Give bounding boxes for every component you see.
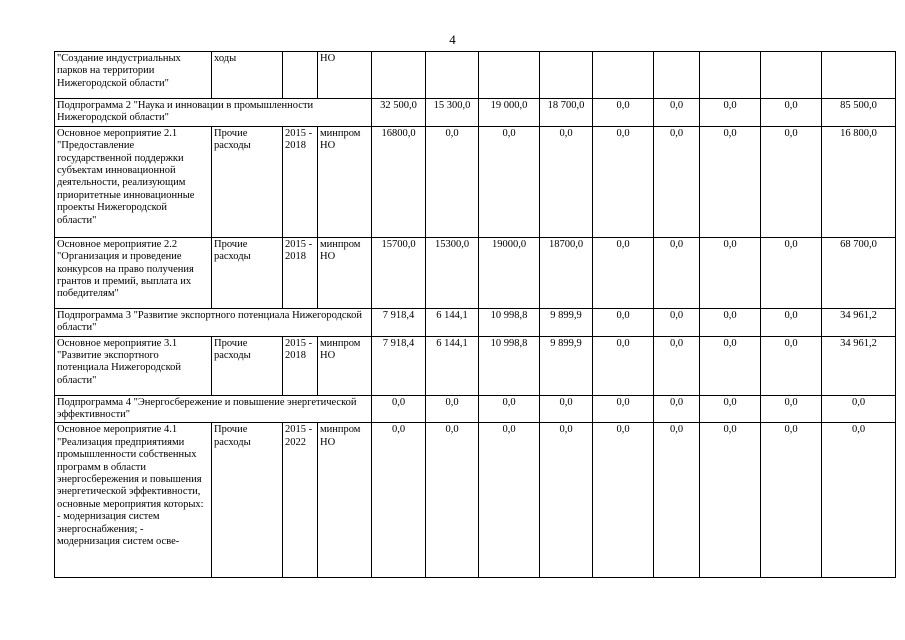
- value-cell: 15 300,0: [426, 99, 479, 127]
- measure-name: Основное мероприятие 2.2 "Организация и проведение конкурсов на право получения грантов и премий, выплата их победителям": [55, 237, 212, 308]
- value-cell: 32 500,0: [372, 99, 426, 127]
- value-cell: 15300,0: [426, 237, 479, 308]
- value-cell: 0,0: [654, 99, 700, 127]
- measure-name: Основное мероприятие 2.1 "Предоставление государственной поддержки субъектам инновационной деятельности, реализующим приоритетные инновационные проекты Нижегородской области": [55, 126, 212, 237]
- total-cell: 16 800,0: [822, 126, 896, 237]
- value-cell: 19 000,0: [479, 99, 540, 127]
- table-row: [55, 395, 896, 423]
- expense-category: Прочие расходы: [212, 336, 283, 395]
- table-row: [55, 336, 896, 395]
- expense-category: ходы: [212, 52, 283, 99]
- value-cell: 0,0: [700, 336, 761, 395]
- total-cell: 0,0: [822, 395, 896, 423]
- table-row: [55, 126, 896, 237]
- value-cell: 0,0: [654, 336, 700, 395]
- value-cell: 0,0: [593, 126, 654, 237]
- expense-category: Прочие расходы: [212, 237, 283, 308]
- value-cell: 0,0: [593, 336, 654, 395]
- value-cell: 9 899,9: [540, 336, 593, 395]
- value-cell: 0,0: [593, 395, 654, 423]
- executor: НО: [318, 52, 372, 99]
- period: [283, 52, 318, 99]
- value-cell: 9 899,9: [540, 308, 593, 336]
- budget-table: [54, 51, 896, 578]
- value-cell: 10 998,8: [479, 336, 540, 395]
- value-cell: 6 144,1: [426, 336, 479, 395]
- value-cell: 0,0: [654, 237, 700, 308]
- value-cell: 0,0: [761, 126, 822, 237]
- value-cell: 0,0: [426, 395, 479, 423]
- measure-name: Основное мероприятие 3.1 "Развитие экспортного потенциала Нижегородской области": [55, 336, 212, 395]
- period: 2015 - 2018: [283, 126, 318, 237]
- total-cell: 34 961,2: [822, 336, 896, 395]
- total-cell: 68 700,0: [822, 237, 896, 308]
- value-cell: [479, 52, 540, 99]
- value-cell: 10 998,8: [479, 308, 540, 336]
- table-row: [55, 237, 896, 308]
- value-cell: [761, 52, 822, 99]
- table-row: [55, 52, 896, 99]
- total-cell: [822, 52, 896, 99]
- value-cell: [700, 52, 761, 99]
- table-row: [55, 423, 896, 578]
- value-cell: 0,0: [372, 395, 426, 423]
- value-cell: 0,0: [540, 395, 593, 423]
- value-cell: 15700,0: [372, 237, 426, 308]
- expense-category: Прочие расходы: [212, 126, 283, 237]
- value-cell: 0,0: [479, 395, 540, 423]
- value-cell: 0,0: [700, 423, 761, 578]
- value-cell: [654, 52, 700, 99]
- value-cell: 0,0: [426, 126, 479, 237]
- total-cell: 34 961,2: [822, 308, 896, 336]
- value-cell: 0,0: [593, 99, 654, 127]
- table-row: [55, 99, 896, 127]
- total-cell: 0,0: [822, 423, 896, 578]
- value-cell: 0,0: [479, 126, 540, 237]
- value-cell: 7 918,4: [372, 336, 426, 395]
- executor: минпром НО: [318, 336, 372, 395]
- value-cell: 0,0: [761, 308, 822, 336]
- measure-name: "Создание индустриальных парков на территории Нижегородской области": [55, 52, 212, 99]
- page-number: 4: [449, 32, 456, 47]
- expense-category: Прочие расходы: [212, 423, 283, 578]
- value-cell: 0,0: [700, 237, 761, 308]
- value-cell: 0,0: [372, 423, 426, 578]
- subprogram-name: Подпрограмма 3 "Развитие экспортного потенциала Нижегородской области": [55, 308, 372, 336]
- value-cell: 0,0: [761, 237, 822, 308]
- value-cell: 0,0: [700, 308, 761, 336]
- value-cell: [372, 52, 426, 99]
- subprogram-name: Подпрограмма 4 "Энергосбережение и повышение энергетической эффективности": [55, 395, 372, 423]
- value-cell: 0,0: [593, 237, 654, 308]
- value-cell: [593, 52, 654, 99]
- value-cell: 0,0: [593, 308, 654, 336]
- value-cell: 18700,0: [540, 237, 593, 308]
- value-cell: 6 144,1: [426, 308, 479, 336]
- value-cell: 0,0: [540, 423, 593, 578]
- value-cell: 0,0: [654, 126, 700, 237]
- value-cell: 0,0: [479, 423, 540, 578]
- value-cell: 0,0: [654, 395, 700, 423]
- value-cell: [540, 52, 593, 99]
- period: 2015 - 2018: [283, 237, 318, 308]
- value-cell: 0,0: [761, 336, 822, 395]
- value-cell: 0,0: [761, 99, 822, 127]
- period: 2015 - 2022: [283, 423, 318, 578]
- value-cell: 0,0: [426, 423, 479, 578]
- executor: минпром НО: [318, 237, 372, 308]
- table-row: [55, 308, 896, 336]
- value-cell: 7 918,4: [372, 308, 426, 336]
- period: 2015 - 2018: [283, 336, 318, 395]
- value-cell: 0,0: [540, 126, 593, 237]
- subprogram-name: Подпрограмма 2 "Наука и инновации в промышленности Нижегородской области": [55, 99, 372, 127]
- value-cell: 0,0: [593, 423, 654, 578]
- value-cell: [426, 52, 479, 99]
- value-cell: 0,0: [700, 126, 761, 237]
- value-cell: 19000,0: [479, 237, 540, 308]
- value-cell: 0,0: [700, 99, 761, 127]
- value-cell: 0,0: [654, 423, 700, 578]
- value-cell: 0,0: [761, 395, 822, 423]
- total-cell: 85 500,0: [822, 99, 896, 127]
- measure-name: Основное мероприятие 4.1 "Реализация предприятиями промышленности собственных программ в области энергосбережения и повышения энергетической эффективности, основные мероприятия которых: - модернизация систем энергоснабжения; - модернизация систем осве-: [55, 423, 212, 578]
- value-cell: 0,0: [761, 423, 822, 578]
- value-cell: 0,0: [700, 395, 761, 423]
- executor: минпром НО: [318, 423, 372, 578]
- value-cell: 16800,0: [372, 126, 426, 237]
- value-cell: 18 700,0: [540, 99, 593, 127]
- executor: минпром НО: [318, 126, 372, 237]
- value-cell: 0,0: [654, 308, 700, 336]
